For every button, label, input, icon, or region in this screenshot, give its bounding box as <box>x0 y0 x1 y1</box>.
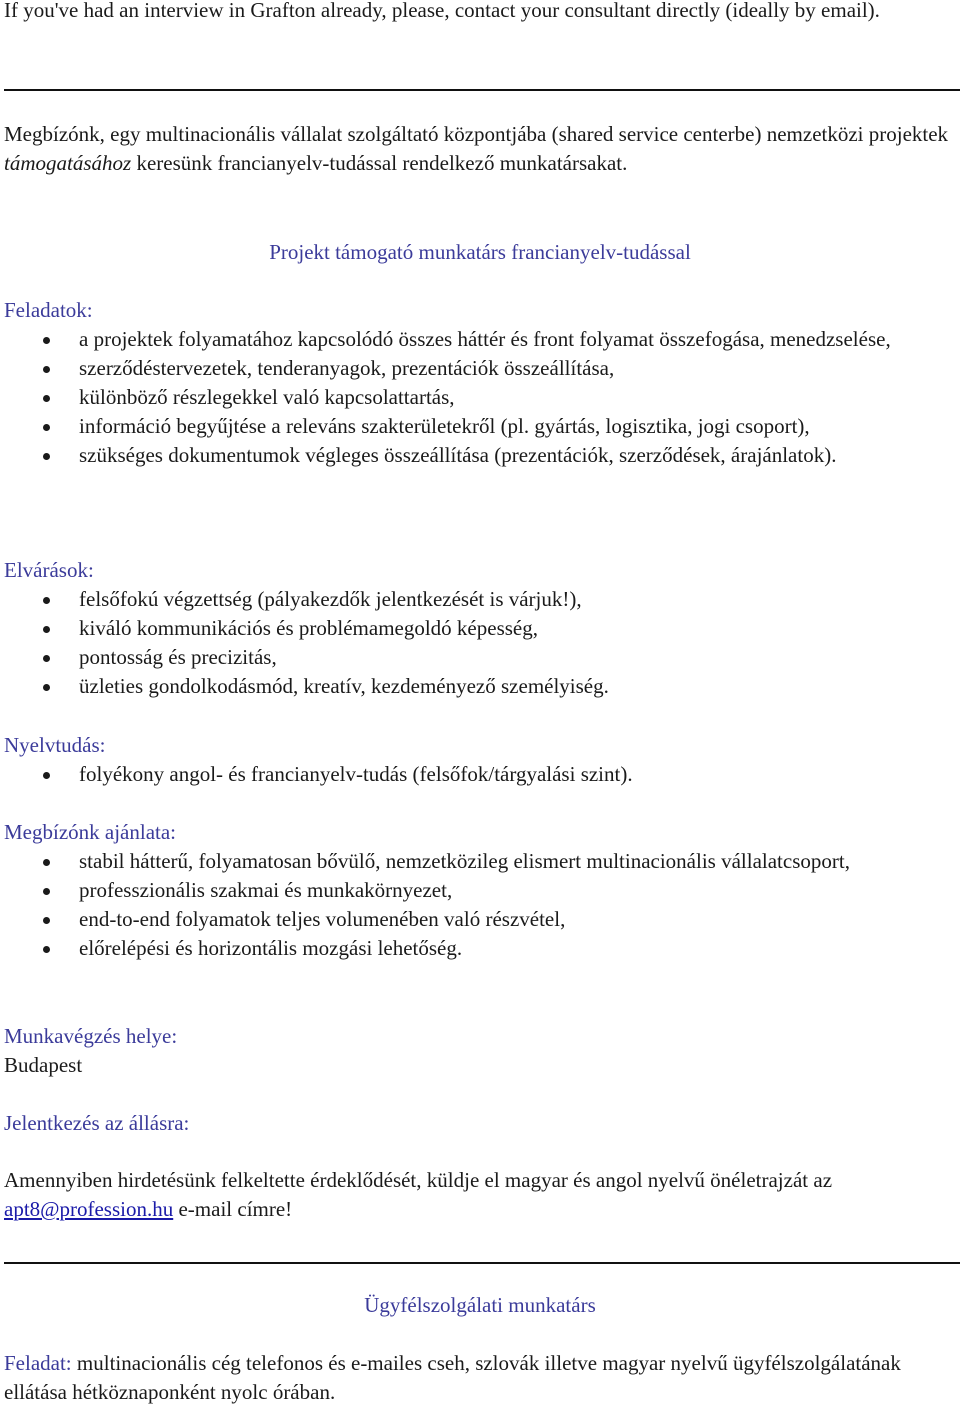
apply-text <box>0 1166 960 1224</box>
offer-heading: Megbízónk ajánlata: <box>4 820 177 844</box>
list-item: különböző részlegekkel való kapcsolattartás, <box>0 383 960 412</box>
section-divider-bottom <box>4 1262 960 1264</box>
list-item: előrelépési és horizontális mozgási lehetőség. <box>0 934 960 963</box>
job2-title-block <box>0 1291 960 1320</box>
job1-intro-part2: keresünk francianyelv-tudással rendelkező munkatársakat. <box>131 151 628 175</box>
job2-task-text <box>0 1349 960 1407</box>
job1-intro-text <box>0 120 960 178</box>
grafton-notice <box>0 0 960 25</box>
tasks-list <box>0 325 960 470</box>
job1-title: Projekt támogató munkatárs francianyelv-tudással <box>269 240 691 264</box>
job2-task-block <box>0 1349 960 1407</box>
apply-email-link[interactable]: apt8@profession.hu <box>4 1197 174 1221</box>
list-item: szerződéstervezetek, tenderanyagok, prezentációk összeállítása, <box>0 354 960 383</box>
job1-languages-section <box>0 731 960 789</box>
job2-title: Ügyfélszolgálati munkatárs <box>364 1293 596 1317</box>
grafton-notice-text: If you've had an interview in Grafton already, please, contact your consultant directly (ideally by email). <box>4 0 880 22</box>
job1-apply-text-block <box>0 1166 960 1224</box>
tasks-heading: Feladatok: <box>4 298 93 322</box>
list-item: stabil hátterű, folyamatosan bővülő, nemzetközileg elismert multinacionális vállalatcsoport, <box>0 847 960 876</box>
location-value: Budapest <box>4 1053 83 1077</box>
job1-location-section <box>0 1022 960 1080</box>
list-item: szükséges dokumentumok végleges összeállítása (prezentációk, szerződések, árajánlatok). <box>0 441 960 470</box>
apply-heading: Jelentkezés az állásra: <box>4 1111 190 1135</box>
apply-text-part2: e-mail címre! <box>173 1197 293 1221</box>
location-heading: Munkavégzés helye: <box>4 1024 178 1048</box>
job1-intro-part1: Megbízónk, egy multinacionális vállalat szolgáltató központjába (shared service centerbe) nemzetközi projektek <box>4 122 949 146</box>
list-item: pontosság és precizitás, <box>0 643 960 672</box>
list-item: felsőfokú végzettség (pályakezdők jelentkezését is várjuk!), <box>0 585 960 614</box>
job1-intro <box>0 120 960 178</box>
list-item: kiváló kommunikációs és problémamegoldó képesség, <box>0 614 960 643</box>
apply-text-part1: Amennyiben hirdetésünk felkeltette érdeklődését, küldje el magyar és angol nyelvű önéletrajzát az <box>4 1168 833 1192</box>
job1-requirements-section <box>0 556 960 701</box>
section-divider-top <box>4 89 960 91</box>
list-item: a projektek folyamatához kapcsolódó összes háttér és front folyamat összefogása, menedzselése, <box>0 325 960 354</box>
languages-heading: Nyelvtudás: <box>4 733 106 757</box>
job2-task-label: Feladat: <box>4 1351 72 1375</box>
job1-offer-section <box>0 818 960 963</box>
job1-tasks-section <box>0 296 960 470</box>
offer-list <box>0 847 960 963</box>
list-item: üzleties gondolkodásmód, kreatív, kezdeményező személyiség. <box>0 672 960 701</box>
job1-title-block <box>0 238 960 267</box>
list-item: end-to-end folyamatok teljes volumenében való részvétel, <box>0 905 960 934</box>
requirements-list <box>0 585 960 701</box>
job1-intro-italic: támogatásához <box>4 151 132 175</box>
job2-task-description: multinacionális cég telefonos és e-mailes cseh, szlovák illetve magyar nyelvű ügyfélszolgálatának ellátása hétköznaponként nyolc órában. <box>4 1351 901 1404</box>
job1-apply-section <box>0 1109 960 1138</box>
list-item: professzionális szakmai és munkakörnyezet, <box>0 876 960 905</box>
list-item: folyékony angol- és francianyelv-tudás (felsőfok/tárgyalási szint). <box>0 760 960 789</box>
requirements-heading: Elvárások: <box>4 558 94 582</box>
languages-list <box>0 760 960 789</box>
list-item: információ begyűjtése a releváns szakterületekről (pl. gyártás, logisztika, jogi csoport), <box>0 412 960 441</box>
